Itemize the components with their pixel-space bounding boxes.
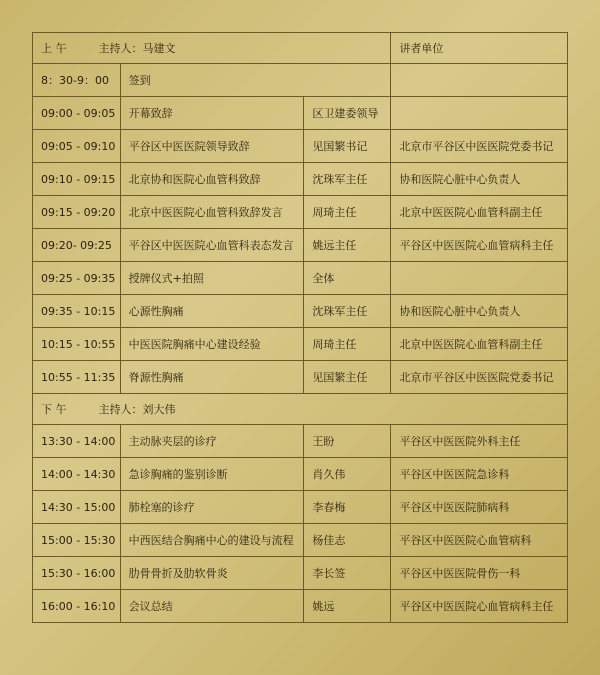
time-cell: 14:30 - 15:00 <box>33 491 121 524</box>
afternoon-header-cell <box>33 394 568 425</box>
topic-cell: 授牌仪式+拍照 <box>120 262 304 295</box>
unit-cell: 北京中医医院心血管科副主任 <box>391 328 568 361</box>
unit-cell: 协和医院心脏中心负责人 <box>391 163 568 196</box>
morning-host: 主持人：马建文 <box>98 42 176 55</box>
time-cell: 10:15 - 10:55 <box>33 328 121 361</box>
signin-time: 8：30-9：00 <box>33 64 121 97</box>
time-cell: 09:10 - 09:15 <box>33 163 121 196</box>
morning-header-row <box>33 33 568 64</box>
table-row <box>33 196 568 229</box>
table-row <box>33 328 568 361</box>
speaker-cell: 李春梅 <box>304 491 391 524</box>
table-row <box>33 361 568 394</box>
speaker-cell: 见国繁主任 <box>304 361 391 394</box>
time-cell: 14:00 - 14:30 <box>33 458 121 491</box>
unit-cell <box>391 97 568 130</box>
speaker-cell: 沈珠军主任 <box>304 163 391 196</box>
topic-cell: 肺栓塞的诊疗 <box>120 491 304 524</box>
table-row <box>33 590 568 623</box>
unit-cell: 平谷区中医医院外科主任 <box>391 425 568 458</box>
speaker-cell: 杨佳志 <box>304 524 391 557</box>
afternoon-header-row <box>33 394 568 425</box>
table-row <box>33 97 568 130</box>
time-cell: 15:00 - 15:30 <box>33 524 121 557</box>
unit-cell: 平谷区中医医院急诊科 <box>391 458 568 491</box>
topic-cell: 脊源性胸痛 <box>120 361 304 394</box>
table-row <box>33 491 568 524</box>
speaker-cell: 见国繁书记 <box>304 130 391 163</box>
table-row <box>33 557 568 590</box>
unit-cell: 协和医院心脏中心负责人 <box>391 295 568 328</box>
speaker-cell: 周琦主任 <box>304 196 391 229</box>
speaker-cell: 李长签 <box>304 557 391 590</box>
speaker-cell: 姚远 <box>304 590 391 623</box>
table-row <box>33 425 568 458</box>
table-row <box>33 524 568 557</box>
topic-cell: 平谷区中医医院心血管科表态发言 <box>120 229 304 262</box>
topic-cell: 中西医结合胸痛中心的建设与流程 <box>120 524 304 557</box>
speaker-cell: 姚远主任 <box>304 229 391 262</box>
topic-cell: 北京中医医院心血管科致辞发言 <box>120 196 304 229</box>
signin-unit <box>391 64 568 97</box>
table-row <box>33 262 568 295</box>
topic-cell: 会议总结 <box>120 590 304 623</box>
time-cell: 15:30 - 16:00 <box>33 557 121 590</box>
time-cell: 16:00 - 16:10 <box>33 590 121 623</box>
morning-header-cell <box>33 33 391 64</box>
signin-item: 签到 <box>120 64 391 97</box>
unit-cell: 北京市平谷区中医医院党委书记 <box>391 130 568 163</box>
table-row <box>33 130 568 163</box>
time-cell: 09:00 - 09:05 <box>33 97 121 130</box>
topic-cell: 平谷区中医医院领导致辞 <box>120 130 304 163</box>
speaker-unit-header: 讲者单位 <box>391 33 568 64</box>
unit-cell: 北京市平谷区中医医院党委书记 <box>391 361 568 394</box>
topic-cell: 心源性胸痛 <box>120 295 304 328</box>
unit-cell: 平谷区中医医院心血管病科主任 <box>391 229 568 262</box>
speaker-cell: 王盼 <box>304 425 391 458</box>
time-cell: 09:35 - 10:15 <box>33 295 121 328</box>
time-cell: 09:25 - 09:35 <box>33 262 121 295</box>
time-cell: 09:15 - 09:20 <box>33 196 121 229</box>
topic-cell: 主动脉夹层的诊疗 <box>120 425 304 458</box>
unit-cell: 平谷区中医医院骨伤一科 <box>391 557 568 590</box>
signin-row <box>33 64 568 97</box>
topic-cell: 北京协和医院心血管科致辞 <box>120 163 304 196</box>
topic-cell: 中医医院胸痛中心建设经验 <box>120 328 304 361</box>
time-cell: 09:05 - 09:10 <box>33 130 121 163</box>
time-cell: 13:30 - 14:00 <box>33 425 121 458</box>
speaker-cell: 肖久伟 <box>304 458 391 491</box>
agenda-table <box>32 32 568 623</box>
unit-cell <box>391 262 568 295</box>
unit-cell: 平谷区中医医院心血管病科主任 <box>391 590 568 623</box>
afternoon-label: 下 午 <box>41 403 67 416</box>
morning-label: 上 午 <box>41 42 67 55</box>
unit-cell: 北京中医医院心血管科副主任 <box>391 196 568 229</box>
speaker-cell: 全体 <box>304 262 391 295</box>
speaker-cell: 区卫建委领导 <box>304 97 391 130</box>
table-row <box>33 163 568 196</box>
table-row <box>33 458 568 491</box>
unit-cell: 平谷区中医医院心血管病科 <box>391 524 568 557</box>
unit-cell: 平谷区中医医院肺病科 <box>391 491 568 524</box>
topic-cell: 开幕致辞 <box>120 97 304 130</box>
time-cell: 10:55 - 11:35 <box>33 361 121 394</box>
afternoon-host: 主持人：刘大伟 <box>98 403 176 416</box>
table-row <box>33 229 568 262</box>
speaker-cell: 沈珠军主任 <box>304 295 391 328</box>
table-row <box>33 295 568 328</box>
topic-cell: 急诊胸痛的鉴别诊断 <box>120 458 304 491</box>
speaker-cell: 周琦主任 <box>304 328 391 361</box>
topic-cell: 肋骨骨折及肋软骨炎 <box>120 557 304 590</box>
time-cell: 09:20- 09:25 <box>33 229 121 262</box>
